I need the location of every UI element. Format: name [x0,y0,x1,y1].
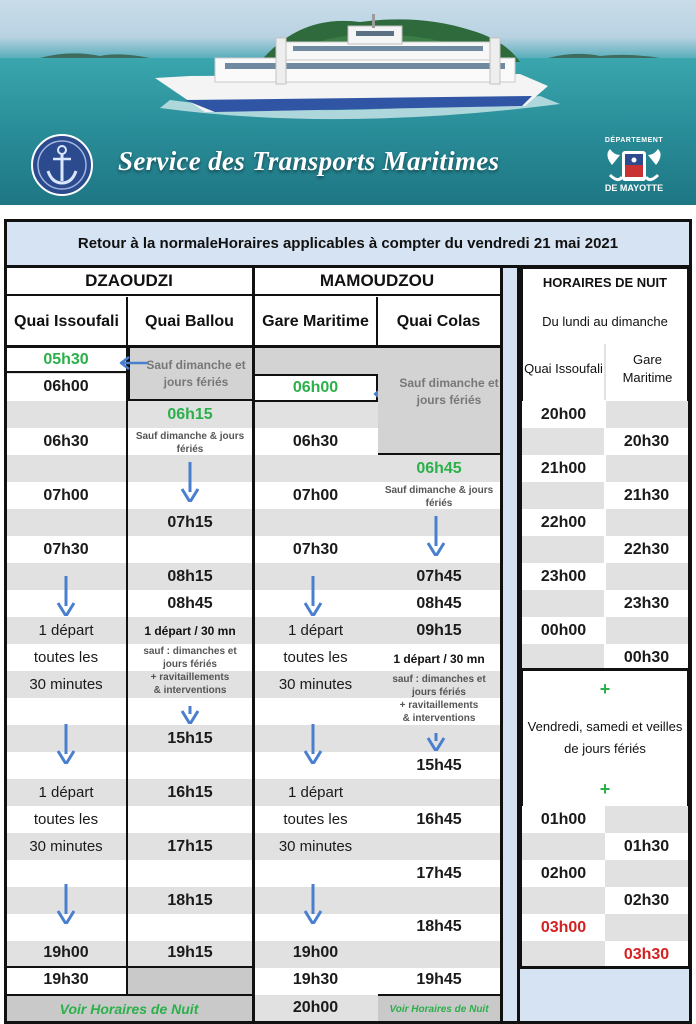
mamoudzou-night-link[interactable]: Voir Horaires de Nuit [378,994,500,1022]
extra-gare-time: 02h30 [623,891,670,909]
night-issoufali-time: 20h00 [540,405,587,423]
issoufali-freq-2: 1 départ toutes les 30 minutes [29,783,103,855]
night-gare-time: 21h30 [623,486,670,504]
colas-1945: 19h45 [416,971,462,988]
extra-title: Vendredi, samedi et veilles de jours fériés [527,719,683,756]
issoufali-0700: 07h00 [43,486,89,504]
ballou-1815: 18h15 [167,891,213,909]
plus-icon: + [599,778,611,799]
issoufali-0600: 06h00 [43,378,89,395]
gare-0600: 06h00 [292,378,339,396]
ballou-0815: 08h15 [167,567,213,585]
gare-freq-2: 1 départ toutes les 30 minutes [278,783,353,855]
header-line1: Retour à la normale [77,235,218,252]
issoufali-0730: 07h30 [43,540,89,558]
night-col-issoufali: Quai Issoufali [524,361,603,376]
ballou-1515: 15h15 [167,729,213,747]
night-issoufali-time: 22h00 [540,513,587,531]
night-gare-time: 20h30 [623,432,670,450]
ballou-1915: 19h15 [167,944,213,961]
banner-title: Service des Transports Maritimes [118,146,500,176]
night-issoufali-time: 21h00 [540,459,587,477]
colas-0645: 06h45 [416,460,462,477]
extra-gare-time: 01h30 [623,837,670,855]
station-title-dzaoudzi: DZAOUDZI [6,268,252,296]
col-label-issoufali: Quai Issoufali [14,312,119,330]
colas-freq-note: sauf : dimanches et jours fériés + ravitaillements & interventions [392,674,486,724]
extra-gare-time: 03h30 [623,945,670,963]
colas-first-note: Sauf dimanche et jours fériés [399,376,499,407]
issoufali-0630: 06h30 [43,432,89,450]
dzaoudzi-night-link[interactable]: Voir Horaires de Nuit [6,994,252,1022]
gare-1900: 19h00 [292,944,339,961]
night-gare-time: 00h30 [623,648,670,666]
night-gare-time: 22h30 [623,540,670,558]
department-label-bottom: DE MAYOTTE [604,183,664,193]
schedule-table [4,219,692,1024]
header-line2: Horaires applicables à compter du vendredi 21 mai 2021 [217,235,619,252]
ballou-first-note: Sauf dimanche et jours fériés [146,358,246,389]
anchor-logo-icon [30,133,94,197]
colas-0645-note: Sauf dimanche & jours fériés [384,485,494,509]
issoufali-freq-1: 1 départ toutes les 30 minutes [29,622,103,693]
night-gare-time: 23h30 [623,594,670,612]
department-label-top: DÉPARTEMENT [604,137,664,144]
colas-1645: 16h45 [416,810,462,828]
plus-icon: + [599,678,611,699]
colas-1845: 18h45 [416,918,462,935]
col-label-ballou: Quai Ballou [145,312,234,330]
colas-0915: 09h15 [416,621,462,639]
ballou-0845: 08h45 [167,594,213,612]
banner [0,0,696,205]
gare-0700: 07h00 [292,486,339,504]
extra-issoufali-time: 01h00 [540,810,587,828]
extra-issoufali-time: 03h00 [540,918,587,936]
gare-0730: 07h30 [292,540,339,558]
gare-1930: 19h30 [292,971,339,988]
gare-0630: 06h30 [292,432,339,450]
ballou-0715: 07h15 [167,513,213,531]
ballou-freq-title: 1 départ / 30 mn [144,623,236,638]
night-title: HORAIRES DE NUIT [542,275,668,290]
station-title-mamoudzou: MAMOUDZOU [254,268,500,296]
ballou-0615: 06h15 [167,405,213,423]
issoufali-1930: 19h30 [43,971,89,988]
gare-2000: 20h00 [292,998,339,1016]
colas-1745: 17h45 [416,864,462,882]
night-issoufali-time: 23h00 [540,567,587,585]
col-label-colas: Quai Colas [396,312,481,330]
night-issoufali-time: 00h00 [540,621,587,639]
ballou-freq-note: sauf : dimanches et jours fériés + ravitaillements & interventions [143,646,237,696]
col-label-gare: Gare Maritime [262,312,369,330]
colas-0745: 07h45 [416,567,462,585]
outer-frame [4,219,692,1024]
colas-0845: 08h45 [416,594,462,612]
night-col-gare: Gare Maritime [622,352,673,385]
colas-1545: 15h45 [416,756,462,774]
issoufali-0530: 05h30 [6,348,126,373]
department-logo [600,137,668,195]
ballou-1615: 16h15 [167,783,213,801]
gare-freq-1: 1 départ toutes les 30 minutes [278,622,353,693]
ballou-0615-note: Sauf dimanche & jours fériés [135,431,245,455]
night-subtitle: Du lundi au dimanche [542,313,668,329]
issoufali-1900: 19h00 [43,944,89,961]
extra-issoufali-time: 02h00 [540,864,587,882]
ballou-1715: 17h15 [167,837,213,855]
colas-freq-title: 1 départ / 30 mn [393,651,485,666]
